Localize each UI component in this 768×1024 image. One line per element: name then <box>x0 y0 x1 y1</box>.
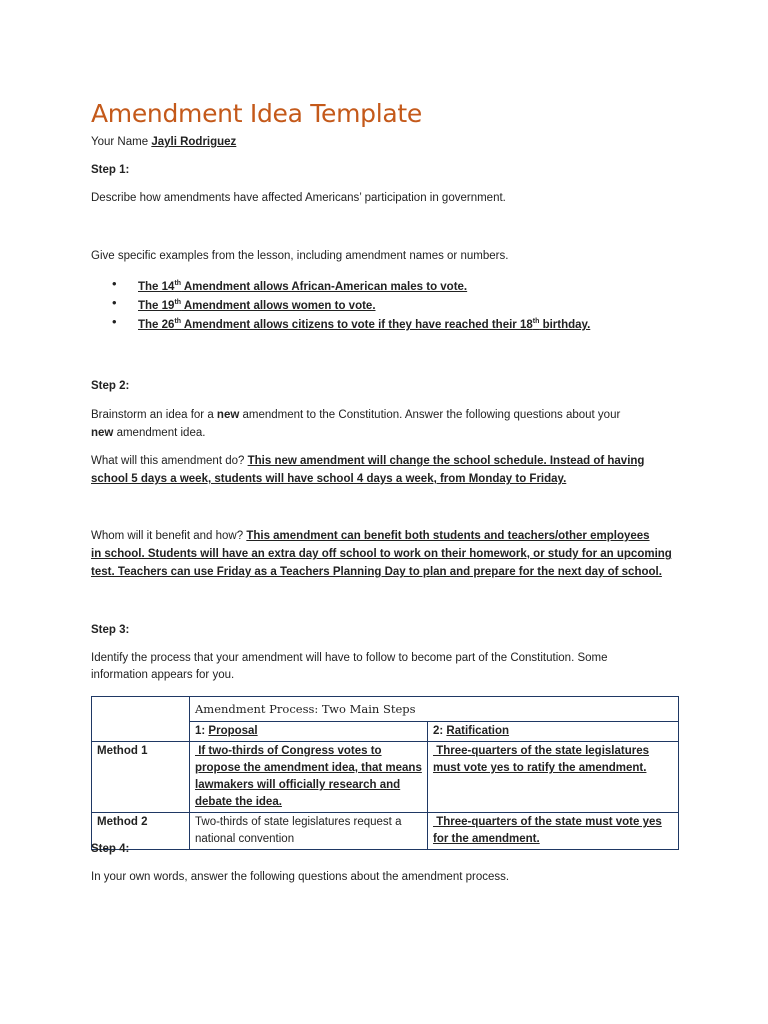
method-label: Method 2 <box>92 813 190 850</box>
step1-prompt-examples: Give specific examples from the lesson, including amendment names or numbers. <box>91 250 509 262</box>
amendment-examples-list <box>91 274 590 331</box>
method1-proposal: If two-thirds of Congress votes to propose the amendment idea, that means lawmakers will officially research and debate the idea. <box>190 742 428 813</box>
name-label: Your Name <box>91 136 149 148</box>
table-header: Amendment Process: Two Main Steps <box>190 697 679 722</box>
step2-heading: Step 2: <box>91 380 130 392</box>
column-header-proposal: 1: Proposal <box>190 722 428 742</box>
step4-heading: Step 4: <box>91 843 130 855</box>
answer-what-will-it-do-cont: school 5 days a week, students will have school 4 days a week, from Monday to Friday. <box>91 473 567 485</box>
answer-whom-benefit-line2: in school. Students will have an extra day off school to work on their homework, or study for an upcoming <box>91 548 672 560</box>
method2-proposal: Two-thirds of state legislatures request a national convention <box>190 813 428 850</box>
step1-heading: Step 1: <box>91 164 130 176</box>
step3-prompt-line2: information appears for you. <box>91 669 235 681</box>
answer-whom-benefit-line3: test. Teachers can use Friday as a Teachers Planning Day to plan and prepare for the next day of school. <box>91 566 662 578</box>
step2-brainstorm-line2: new amendment idea. <box>91 427 206 439</box>
question-what-will-it-do: What will this amendment do? This new amendment will change the school schedule. Instead of having <box>91 455 645 467</box>
answer-what-will-it-do: This new amendment will change the school schedule. Instead of having <box>247 455 645 467</box>
list-item: • The 19th Amendment allows women to vote. <box>112 295 376 312</box>
step3-heading: Step 3: <box>91 624 130 636</box>
amendment-process-table <box>91 696 679 850</box>
bullet-icon: • <box>112 295 117 310</box>
bullet-icon: • <box>112 314 117 329</box>
list-item: • The 14th Amendment allows African-American males to vote. <box>112 276 468 293</box>
column-header-ratification: 2: Ratification <box>428 722 679 742</box>
document-title: Amendment Idea Template <box>91 99 422 128</box>
step1-prompt-participation: Describe how amendments have affected Americans’ participation in government. <box>91 192 506 204</box>
list-item: • The 26th Amendment allows citizens to vote if they have reached their 18th birthday. <box>112 314 591 331</box>
step3-prompt-line1: Identify the process that your amendment will have to follow to become part of the Constitution. Some <box>91 652 608 664</box>
table-corner-cell <box>92 697 190 742</box>
answer-whom-benefit: This amendment can benefit both students and teachers/other employees <box>246 530 650 542</box>
step2-brainstorm-line1: Brainstorm an idea for a new amendment to the Constitution. Answer the following questions about your <box>91 409 621 421</box>
method2-ratification: Three-quarters of the state must vote yes for the amendment. <box>428 813 679 850</box>
question-whom-benefit: Whom will it benefit and how? This amendment can benefit both students and teachers/other employees <box>91 530 650 542</box>
table-row <box>92 813 679 850</box>
method1-ratification: Three-quarters of the state legislatures must vote yes to ratify the amendment. <box>428 742 679 813</box>
step4-prompt: In your own words, answer the following questions about the amendment process. <box>91 871 510 883</box>
name-value: Jayli Rodriguez <box>151 136 237 148</box>
name-line <box>91 133 236 151</box>
bullet-icon: • <box>112 276 117 291</box>
method-label: Method 1 <box>92 742 190 813</box>
table-row <box>92 697 679 722</box>
table-row <box>92 742 679 813</box>
